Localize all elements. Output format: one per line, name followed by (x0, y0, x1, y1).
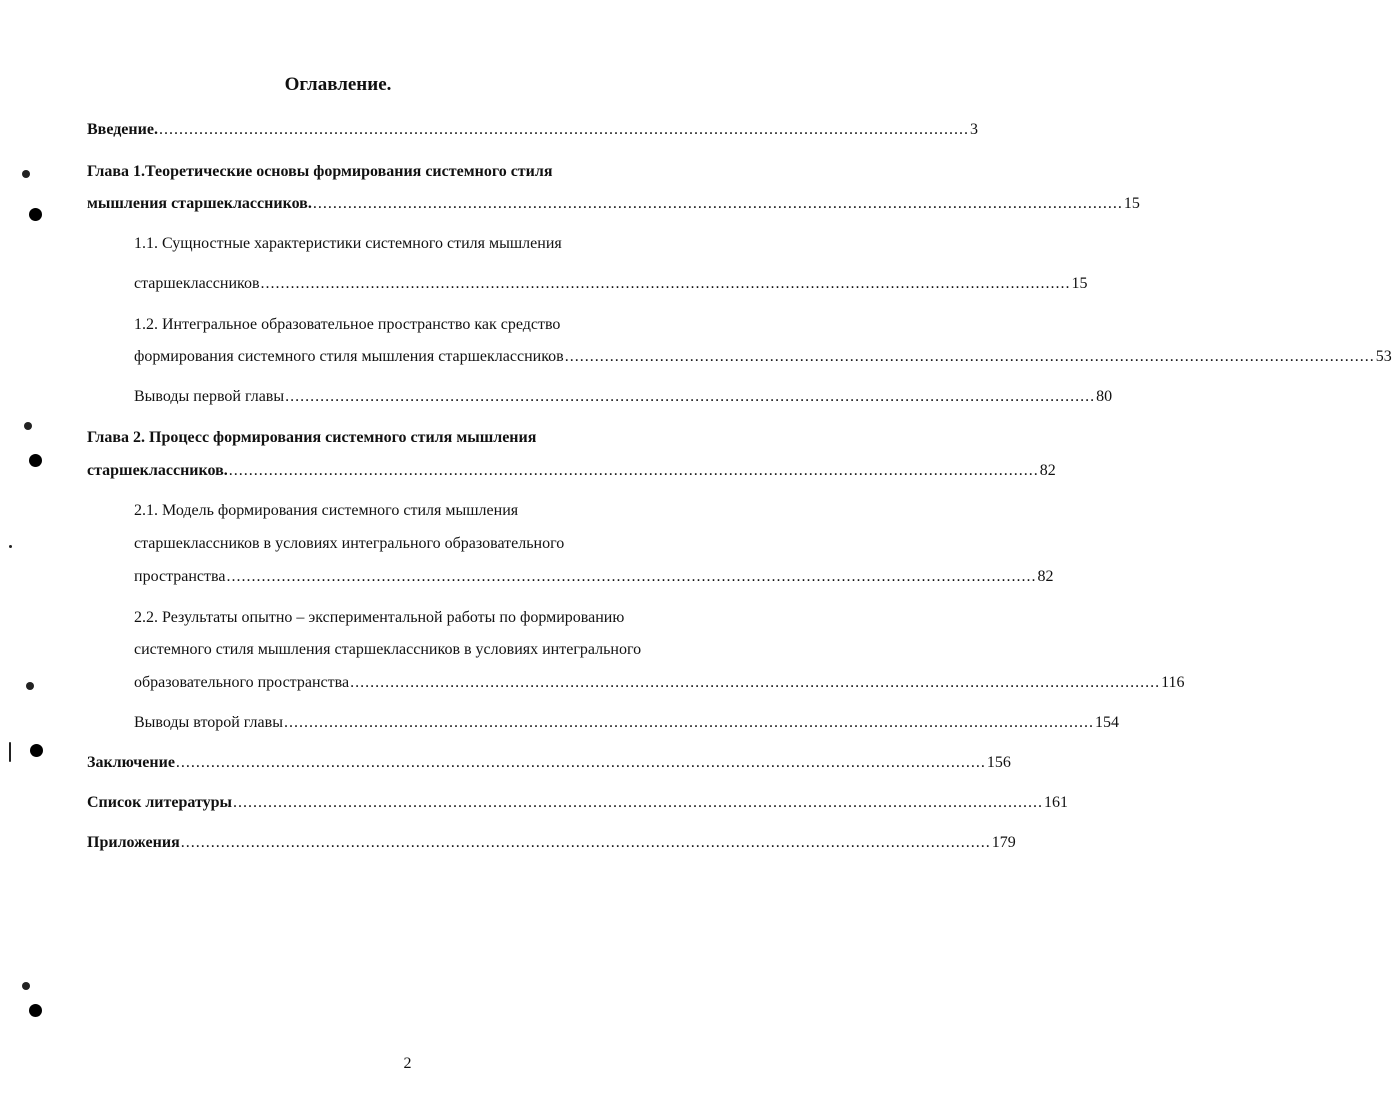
toc-entry-appendices[interactable] (87, 833, 1016, 853)
toc-entry-section-2-2-end[interactable] (134, 673, 1185, 693)
scan-speck (22, 982, 30, 990)
toc-entry-label: Приложения (87, 834, 180, 851)
toc-entry-section-2-1-end[interactable] (134, 567, 1054, 587)
scan-speck (22, 170, 30, 178)
toc-leader-dots: .................................................................................................................................................................. (226, 568, 1037, 585)
toc-leader-dots: .................................................................................................................................................................. (260, 275, 1071, 292)
toc-leader-dots: .................................................................................................................................................................. (175, 754, 986, 771)
toc-page-number: 15 (1123, 195, 1140, 212)
toc-entry-section-1-2-cont[interactable] (134, 347, 1392, 367)
toc-entry-references[interactable] (87, 793, 1068, 813)
toc-leader-dots: .................................................................................................................................................................. (283, 714, 1094, 731)
toc-page-number: 3 (969, 121, 978, 138)
toc-entry-chapter-1-cont[interactable] (87, 194, 1140, 214)
toc-page-number: 15 (1071, 275, 1088, 292)
toc-entry-conclusions-2[interactable] (134, 713, 1119, 733)
toc-page-number: 82 (1039, 462, 1056, 479)
toc-page-number: 156 (986, 754, 1011, 771)
toc-leader-dots: .................................................................................................................................................................. (233, 794, 1043, 811)
toc-entry-label: формирования системного стиля мышления старшеклассников (134, 348, 564, 365)
toc-entry-label: Заключение (87, 754, 175, 771)
toc-page-number: 179 (991, 834, 1016, 851)
toc-entry-label: Глава 2. Процесс формирования системного стиля мышления (87, 429, 537, 446)
toc-entry-label: 2.2. Результаты опытно – экспериментальной работы по формированию (134, 609, 625, 626)
toc-entry-section-2-2[interactable] (134, 608, 734, 628)
toc-page-number: 53 (1375, 348, 1392, 365)
toc-entry-label: Список литературы (87, 794, 232, 811)
toc-entry-label: Введение. (87, 121, 158, 138)
toc-leader-dots: .................................................................................................................................................................. (312, 195, 1123, 212)
toc-entry-chapter-2[interactable] (87, 428, 734, 448)
toc-entry-chapter-2-cont[interactable] (87, 461, 1056, 481)
toc-entry-label: системного стиля мышления старшеклассников в условиях интегрального (134, 641, 642, 658)
toc-entry-chapter-1[interactable] (87, 162, 734, 182)
toc-page-number: 116 (1161, 674, 1185, 691)
toc-entry-label: старшеклассников. (87, 462, 228, 479)
toc-entry-label: Выводы первой главы (134, 388, 285, 405)
scan-speck (26, 682, 34, 690)
toc-entry-label: 2.1. Модель формирования системного стиля мышления (134, 502, 519, 519)
page-title: Оглавление. (284, 74, 392, 95)
toc-page-number: 154 (1094, 714, 1119, 731)
toc-entry-label: мышления старшеклассников. (87, 195, 312, 212)
toc-leader-dots: .................................................................................................................................................................. (158, 121, 969, 138)
toc-entry-label: пространства (134, 568, 226, 585)
toc-entry-section-1-1-cont[interactable] (134, 274, 1088, 294)
toc-leader-dots: .................................................................................................................................................................. (285, 388, 1096, 405)
toc-entry-label: Глава 1.Теоретические основы формирования системного стиля (87, 163, 553, 180)
page-number: 2 (403, 1055, 412, 1072)
toc-leader-dots: .................................................................................................................................................................. (228, 462, 1039, 479)
binder-hole (30, 744, 43, 757)
toc-page-number: 82 (1037, 568, 1054, 585)
toc-entry-intro[interactable] (87, 120, 978, 140)
toc-entry-section-2-1-cont[interactable] (134, 534, 734, 554)
scan-speck (9, 742, 11, 762)
toc-entry-section-1-1[interactable] (134, 234, 734, 254)
binder-hole (29, 1004, 42, 1017)
toc-entry-label: Выводы второй главы (134, 714, 283, 731)
toc-leader-dots: .................................................................................................................................................................. (350, 674, 1161, 691)
toc-entry-section-2-2-cont[interactable] (134, 640, 734, 660)
toc-entry-conclusion[interactable] (87, 753, 1011, 773)
toc-page-number: 80 (1096, 388, 1113, 405)
toc-entry-section-1-2[interactable] (134, 315, 734, 335)
scan-speck (9, 545, 12, 548)
toc-entry-label: старшеклассников в условиях интегрального образовательного (134, 535, 565, 552)
toc-entry-conclusions-1[interactable] (134, 387, 1113, 407)
toc-entry-label: 1.1. Сущностные характеристики системного стиля мышления (134, 235, 562, 252)
scan-speck (24, 422, 32, 430)
binder-hole (29, 454, 42, 467)
toc-entry-section-2-1[interactable] (134, 501, 734, 521)
toc-entry-label: 1.2. Интегральное образовательное пространство как средство (134, 316, 561, 333)
toc-page-number: 161 (1044, 794, 1068, 811)
toc-entry-label: образовательного пространства (134, 674, 350, 691)
binder-hole (29, 208, 42, 221)
toc-entry-label: старшеклассников (134, 275, 260, 292)
toc-leader-dots: .................................................................................................................................................................. (180, 834, 991, 851)
toc-leader-dots: .................................................................................................................................................................. (564, 348, 1375, 365)
